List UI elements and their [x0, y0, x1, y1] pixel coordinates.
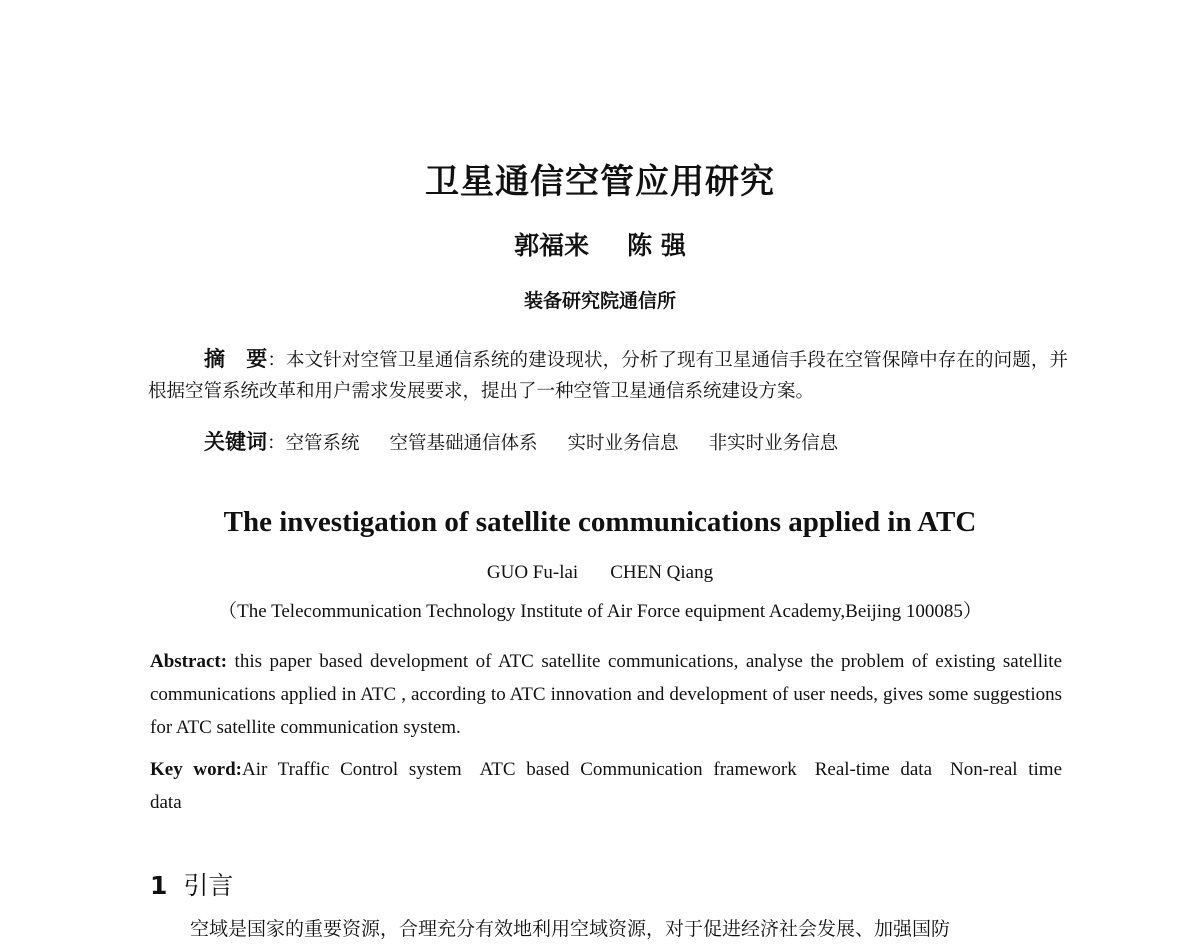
english-keywords [150, 753, 1062, 819]
english-author-2: CHEN Qiang [610, 562, 714, 583]
chinese-keyword: 空管基础通信体系 [389, 433, 538, 454]
english-title: The investigation of satellite communications applied in ATC [223, 506, 977, 538]
english-keyword: Real-time data [814, 759, 933, 780]
english-authors [0, 562, 1200, 584]
chinese-keyword: 实时业务信息 [567, 433, 679, 454]
english-abstract [150, 645, 1062, 744]
section-number: 1 [150, 871, 168, 900]
english-abstract-text: this paper based development of ATC satellite communications, analyse the problem of existing satellite communications applied in ATC , according to ATC innovation and development of user needs, gives some suggestions for ATC satellite communication system. [150, 651, 1062, 738]
english-author-1: GUO Fu-lai [486, 562, 579, 583]
chinese-keywords [204, 426, 1104, 456]
chinese-author-1: 郭福来 [514, 231, 590, 260]
chinese-abstract [148, 344, 1068, 407]
chinese-authors [0, 226, 1200, 262]
chinese-keywords-label: 关键词 [204, 430, 267, 454]
chinese-keywords-separator: ： [267, 433, 286, 454]
english-keyword: ATC based Communication framework [479, 759, 797, 780]
chinese-title: 卫星通信空管应用研究 [425, 162, 775, 202]
english-keywords-label: Key word: [150, 759, 242, 780]
chinese-keyword: 非实时业务信息 [708, 433, 839, 454]
chinese-abstract-label: 摘 要 [204, 347, 268, 371]
english-keyword: Air Traffic Control system [241, 759, 462, 780]
chinese-keyword: 空管系统 [285, 433, 360, 454]
chinese-abstract-text: 本文针对空管卫星通信系统的建设现状，分析了现有卫星通信手段在空管保障中存在的问题，并根据空管系统改革和用户需求发展要求，提出了一种空管卫星通信系统建设方案。 [148, 350, 1068, 402]
body-paragraph: 空域是国家的重要资源，合理充分有效地利用空域资源，对于促进经济社会发展、加强国防 [190, 918, 951, 940]
chinese-abstract-separator: ： [267, 350, 286, 371]
section-heading [150, 866, 233, 902]
english-abstract-label: Abstract: [150, 651, 228, 672]
chinese-affiliation: 装备研究院通信所 [523, 290, 676, 312]
section-title: 引言 [183, 871, 234, 900]
english-affiliation: （The Telecommunication Technology Institute of Air Force equipment Academy,Beijing 100085） [218, 601, 982, 622]
chinese-author-2: 陈 强 [627, 231, 686, 260]
english-keyword: Non-real time data [150, 759, 1063, 813]
